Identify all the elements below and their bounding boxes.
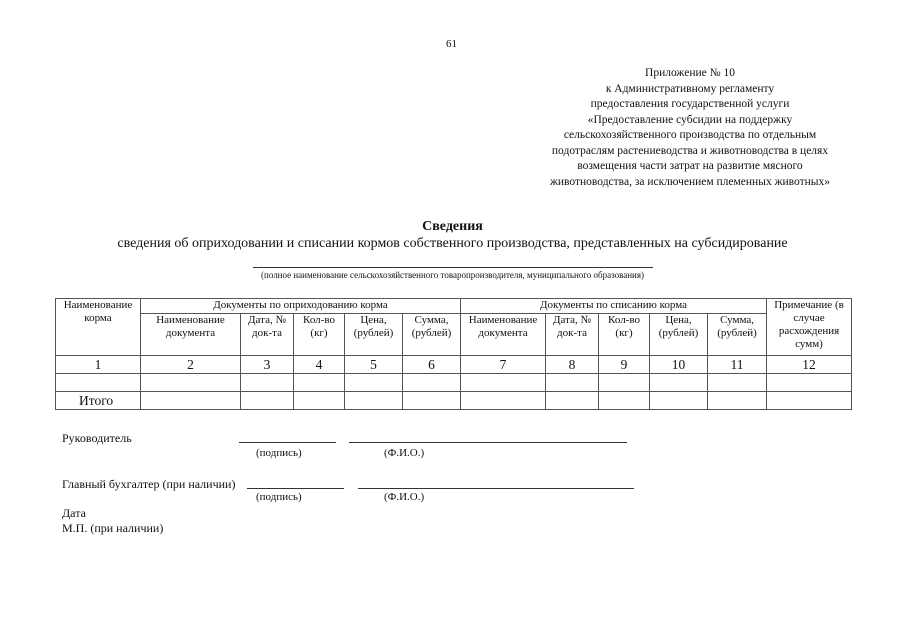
table-cell[interactable] [241, 392, 294, 410]
accountant-name-caption: (Ф.И.О.) [384, 491, 425, 503]
column-number: 2 [141, 356, 241, 374]
header-price: Цена, (рублей) [345, 314, 403, 356]
stamp-label: М.П. (при наличии) [62, 521, 164, 535]
table-cell[interactable] [767, 374, 852, 392]
total-label: Итого [56, 392, 141, 410]
table-cell[interactable] [345, 392, 403, 410]
producer-name-caption: (полное наименование сельскохозяйственного товаропроизводителя, муниципального образования) [261, 270, 644, 280]
head-name-caption: (Ф.И.О.) [384, 447, 425, 459]
appendix-line: предоставления государственной услуги [590, 98, 790, 110]
column-number: 5 [345, 356, 403, 374]
table-cell[interactable] [403, 374, 461, 392]
table-cell[interactable] [345, 374, 403, 392]
column-number-row [56, 356, 852, 374]
appendix-line: возмещения части затрат на развитие мясного [577, 160, 803, 172]
appendix-line: «Предоставление субсидии на поддержку [587, 113, 793, 126]
column-number: 12 [767, 356, 852, 374]
table-cell[interactable] [241, 374, 294, 392]
header-doc-date: Дата, № док-та [241, 314, 294, 356]
table-cell[interactable] [403, 392, 461, 410]
accountant-signature-caption: (подпись) [256, 491, 302, 503]
total-row [56, 392, 852, 410]
table-cell[interactable] [708, 392, 767, 410]
header-writeoff-docs: Документы по списанию корма [461, 299, 767, 314]
table-cell[interactable] [546, 392, 599, 410]
header-note: Примечание (в случае расхождения сумм) [767, 299, 852, 356]
table-cell[interactable] [461, 374, 546, 392]
appendix-line: к Административному регламенту [605, 82, 775, 95]
column-number: 6 [403, 356, 461, 374]
head-name-line[interactable] [349, 442, 627, 443]
header-income-docs: Документы по оприходованию корма [141, 299, 461, 314]
head-label: Руководитель [62, 431, 132, 445]
table-cell[interactable] [294, 374, 345, 392]
table-cell[interactable] [294, 392, 345, 410]
feed-table [55, 298, 852, 410]
accountant-label: Главный бухгалтер (при наличии) [62, 477, 236, 491]
column-number: 1 [56, 356, 141, 374]
column-number: 9 [599, 356, 650, 374]
table-cell[interactable] [767, 392, 852, 410]
table-cell[interactable] [141, 374, 241, 392]
column-number: 4 [294, 356, 345, 374]
header-sum: Сумма, (рублей) [403, 314, 461, 356]
appendix-line: животноводства, за исключением племенных животных» [549, 175, 831, 188]
appendix-line: сельскохозяйственного производства по отдельным [563, 129, 817, 141]
table-cell[interactable] [708, 374, 767, 392]
producer-name-line[interactable] [253, 267, 653, 268]
table-cell[interactable] [599, 392, 650, 410]
header-price: Цена, (рублей) [650, 314, 708, 356]
header-sum: Сумма, (рублей) [708, 314, 767, 356]
table-row [56, 374, 852, 392]
table-cell[interactable] [141, 392, 241, 410]
header-qty: Кол-во (кг) [294, 314, 345, 356]
table-cell[interactable] [546, 374, 599, 392]
header-doc-date: Дата, № док-та [546, 314, 599, 356]
table-cell[interactable] [650, 374, 708, 392]
column-number: 8 [546, 356, 599, 374]
column-number: 7 [461, 356, 546, 374]
header-doc-name: Наименование документа [461, 314, 546, 356]
page-number: 61 [446, 38, 457, 50]
appendix-block [520, 66, 860, 190]
table-cell[interactable] [461, 392, 546, 410]
column-number: 3 [241, 356, 294, 374]
document-subtitle: сведения об оприходовании и списании кормов собственного производства, представленных на субсидирование [117, 236, 788, 251]
date-label: Дата [62, 506, 86, 520]
head-signature-line[interactable] [239, 442, 336, 443]
head-signature-caption: (подпись) [256, 447, 302, 459]
accountant-name-line[interactable] [358, 488, 634, 489]
appendix-line: Приложение № 10 [645, 67, 735, 79]
header-qty: Кол-во (кг) [599, 314, 650, 356]
accountant-signature-line[interactable] [247, 488, 344, 489]
header-doc-name: Наименование документа [141, 314, 241, 356]
appendix-line: подотраслям растениеводства и животноводства в целях [551, 144, 829, 157]
table-cell[interactable] [56, 374, 141, 392]
column-number: 11 [708, 356, 767, 374]
header-feed-name: Наименование корма [56, 299, 141, 356]
document-title: Сведения [422, 219, 483, 234]
table-cell[interactable] [650, 392, 708, 410]
column-number: 10 [650, 356, 708, 374]
table-cell[interactable] [599, 374, 650, 392]
